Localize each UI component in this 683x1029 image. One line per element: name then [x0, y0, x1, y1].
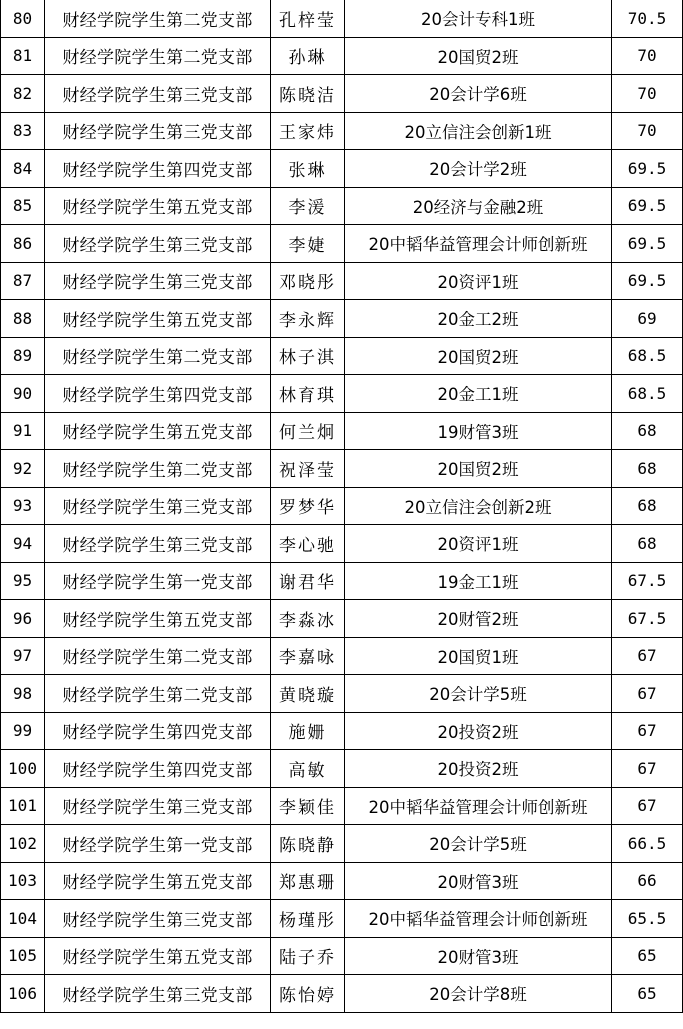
score-cell: 70 [612, 37, 683, 75]
class-cell: 20投资2班 [345, 712, 612, 750]
party-branch-cell: 财经学院学生第五党支部 [45, 862, 271, 900]
class-cell: 20财管3班 [345, 862, 612, 900]
score-cell: 68 [612, 525, 683, 563]
student-name-cell: 杨瑾彤 [271, 900, 345, 938]
party-branch-cell: 财经学院学生第三党支部 [45, 262, 271, 300]
student-name-cell: 张琳 [271, 150, 345, 188]
score-cell: 68 [612, 412, 683, 450]
row-number-cell: 103 [1, 862, 45, 900]
student-name-cell: 陈晓洁 [271, 75, 345, 113]
student-name-cell: 孔梓莹 [271, 0, 345, 37]
student-name-cell: 施姗 [271, 712, 345, 750]
class-cell: 20国贸2班 [345, 337, 612, 375]
class-cell: 19金工1班 [345, 562, 612, 600]
party-branch-cell: 财经学院学生第五党支部 [45, 187, 271, 225]
table-row [1, 562, 683, 600]
table-row [1, 412, 683, 450]
student-name-cell: 李淼冰 [271, 600, 345, 638]
row-number-cell: 93 [1, 487, 45, 525]
row-number-cell: 86 [1, 225, 45, 263]
student-name-cell: 罗梦华 [271, 487, 345, 525]
row-number-cell: 106 [1, 975, 45, 1013]
table-row [1, 675, 683, 713]
row-number-cell: 89 [1, 337, 45, 375]
row-number-cell: 92 [1, 450, 45, 488]
class-cell: 20立信注会创新2班 [345, 487, 612, 525]
student-name-cell: 高敏 [271, 750, 345, 788]
row-number-cell: 81 [1, 37, 45, 75]
row-number-cell: 101 [1, 787, 45, 825]
row-number-cell: 84 [1, 150, 45, 188]
table-row [1, 300, 683, 338]
student-name-cell: 陈怡婷 [271, 975, 345, 1013]
table-row [1, 337, 683, 375]
score-cell: 65 [612, 937, 683, 975]
table-row [1, 975, 683, 1013]
score-cell: 65.5 [612, 900, 683, 938]
table-row [1, 150, 683, 188]
class-cell: 19财管3班 [345, 412, 612, 450]
party-branch-cell: 财经学院学生第一党支部 [45, 562, 271, 600]
table-row [1, 862, 683, 900]
score-cell: 68.5 [612, 375, 683, 413]
row-number-cell: 99 [1, 712, 45, 750]
score-cell: 69.5 [612, 262, 683, 300]
table-row [1, 0, 683, 37]
row-number-cell: 94 [1, 525, 45, 563]
class-cell: 20会计学8班 [345, 975, 612, 1013]
table-row [1, 750, 683, 788]
score-cell: 67 [612, 787, 683, 825]
student-name-cell: 林育琪 [271, 375, 345, 413]
table-row [1, 450, 683, 488]
score-cell: 67 [612, 637, 683, 675]
class-cell: 20资评1班 [345, 262, 612, 300]
class-cell: 20国贸2班 [345, 37, 612, 75]
class-cell: 20经济与金融2班 [345, 187, 612, 225]
party-branch-cell: 财经学院学生第二党支部 [45, 0, 271, 37]
table-row [1, 487, 683, 525]
score-cell: 67.5 [612, 600, 683, 638]
party-branch-cell: 财经学院学生第二党支部 [45, 450, 271, 488]
student-name-cell: 陈晓静 [271, 825, 345, 863]
student-name-cell: 何兰炯 [271, 412, 345, 450]
class-cell: 20中韬华益管理会计师创新班 [345, 225, 612, 263]
row-number-cell: 102 [1, 825, 45, 863]
student-name-cell: 谢君华 [271, 562, 345, 600]
student-name-cell: 李婕 [271, 225, 345, 263]
student-name-cell: 李心驰 [271, 525, 345, 563]
score-cell: 70 [612, 75, 683, 113]
class-cell: 20中韬华益管理会计师创新班 [345, 787, 612, 825]
class-cell: 20财管3班 [345, 937, 612, 975]
row-number-cell: 85 [1, 187, 45, 225]
class-cell: 20资评1班 [345, 525, 612, 563]
score-cell: 70.5 [612, 0, 683, 37]
class-cell: 20会计学5班 [345, 825, 612, 863]
student-name-cell: 陆子乔 [271, 937, 345, 975]
row-number-cell: 80 [1, 0, 45, 37]
table-row [1, 787, 683, 825]
party-branch-cell: 财经学院学生第三党支部 [45, 900, 271, 938]
student-name-cell: 李永辉 [271, 300, 345, 338]
table-row [1, 937, 683, 975]
class-cell: 20金工2班 [345, 300, 612, 338]
party-branch-cell: 财经学院学生第三党支部 [45, 787, 271, 825]
class-cell: 20投资2班 [345, 750, 612, 788]
table-row [1, 900, 683, 938]
class-cell: 20会计学2班 [345, 150, 612, 188]
party-branch-cell: 财经学院学生第四党支部 [45, 712, 271, 750]
row-number-cell: 90 [1, 375, 45, 413]
score-cell: 70 [612, 112, 683, 150]
score-cell: 68 [612, 450, 683, 488]
class-cell: 20金工1班 [345, 375, 612, 413]
party-branch-cell: 财经学院学生第五党支部 [45, 300, 271, 338]
score-cell: 66 [612, 862, 683, 900]
row-number-cell: 105 [1, 937, 45, 975]
score-cell: 69.5 [612, 150, 683, 188]
party-branch-cell: 财经学院学生第一党支部 [45, 825, 271, 863]
row-number-cell: 100 [1, 750, 45, 788]
row-number-cell: 96 [1, 600, 45, 638]
score-cell: 68 [612, 487, 683, 525]
party-branch-cell: 财经学院学生第三党支部 [45, 525, 271, 563]
student-name-cell: 孙琳 [271, 37, 345, 75]
class-cell: 20会计学6班 [345, 75, 612, 113]
table-row [1, 375, 683, 413]
score-cell: 65 [612, 975, 683, 1013]
class-cell: 20会计专科1班 [345, 0, 612, 37]
student-name-cell: 邓晓彤 [271, 262, 345, 300]
student-name-cell: 祝泽莹 [271, 450, 345, 488]
class-cell: 20国贸1班 [345, 637, 612, 675]
score-cell: 69 [612, 300, 683, 338]
row-number-cell: 87 [1, 262, 45, 300]
party-branch-cell: 财经学院学生第三党支部 [45, 112, 271, 150]
party-branch-cell: 财经学院学生第四党支部 [45, 375, 271, 413]
class-cell: 20财管2班 [345, 600, 612, 638]
student-name-cell: 林子淇 [271, 337, 345, 375]
student-name-cell: 李颖佳 [271, 787, 345, 825]
row-number-cell: 88 [1, 300, 45, 338]
score-cell: 67 [612, 712, 683, 750]
party-branch-cell: 财经学院学生第二党支部 [45, 675, 271, 713]
party-branch-cell: 财经学院学生第五党支部 [45, 412, 271, 450]
party-branch-cell: 财经学院学生第二党支部 [45, 337, 271, 375]
table-row [1, 637, 683, 675]
class-cell: 20国贸2班 [345, 450, 612, 488]
student-name-cell: 郑惠珊 [271, 862, 345, 900]
row-number-cell: 95 [1, 562, 45, 600]
score-cell: 69.5 [612, 187, 683, 225]
row-number-cell: 82 [1, 75, 45, 113]
table-row [1, 525, 683, 563]
row-number-cell: 104 [1, 900, 45, 938]
party-branch-cell: 财经学院学生第二党支部 [45, 37, 271, 75]
student-name-cell: 李嘉咏 [271, 637, 345, 675]
row-number-cell: 97 [1, 637, 45, 675]
party-branch-cell: 财经学院学生第五党支部 [45, 937, 271, 975]
table-row [1, 262, 683, 300]
row-number-cell: 91 [1, 412, 45, 450]
student-name-cell: 黄晓璇 [271, 675, 345, 713]
score-cell: 68.5 [612, 337, 683, 375]
score-cell: 67.5 [612, 562, 683, 600]
party-branch-cell: 财经学院学生第三党支部 [45, 487, 271, 525]
party-branch-cell: 财经学院学生第二党支部 [45, 637, 271, 675]
ranking-table-body [1, 0, 683, 1012]
student-name-cell: 王家炜 [271, 112, 345, 150]
row-number-cell: 98 [1, 675, 45, 713]
party-branch-cell: 财经学院学生第四党支部 [45, 750, 271, 788]
table-row [1, 825, 683, 863]
class-cell: 20中韬华益管理会计师创新班 [345, 900, 612, 938]
party-branch-cell: 财经学院学生第三党支部 [45, 75, 271, 113]
table-row [1, 112, 683, 150]
score-cell: 66.5 [612, 825, 683, 863]
party-branch-cell: 财经学院学生第四党支部 [45, 150, 271, 188]
table-row [1, 75, 683, 113]
score-cell: 67 [612, 750, 683, 788]
student-name-cell: 李湲 [271, 187, 345, 225]
party-branch-cell: 财经学院学生第五党支部 [45, 600, 271, 638]
class-cell: 20立信注会创新1班 [345, 112, 612, 150]
row-number-cell: 83 [1, 112, 45, 150]
score-cell: 67 [612, 675, 683, 713]
table-row [1, 225, 683, 263]
table-row [1, 712, 683, 750]
table-row [1, 600, 683, 638]
party-branch-cell: 财经学院学生第三党支部 [45, 975, 271, 1013]
score-cell: 69.5 [612, 225, 683, 263]
table-row [1, 187, 683, 225]
party-branch-cell: 财经学院学生第三党支部 [45, 225, 271, 263]
table-row [1, 37, 683, 75]
class-cell: 20会计学5班 [345, 675, 612, 713]
